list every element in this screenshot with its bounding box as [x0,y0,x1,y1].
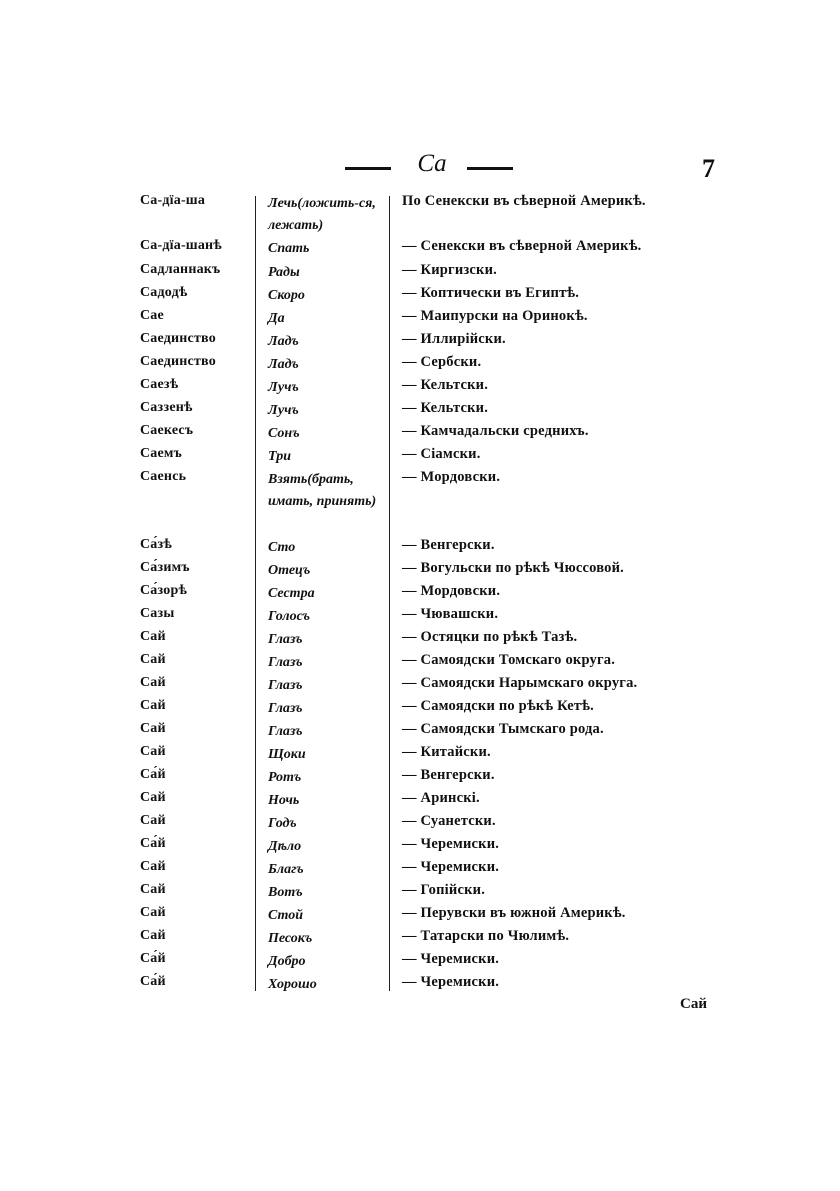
entry-meaning: Глазъ [268,655,303,670]
entry-language: — Сенекски въ сѣверной Америкѣ. [402,238,642,254]
entry-meaning: Лечь(ложить-ся, лежать) [268,196,376,233]
entry-language: — Коптически въ Египтѣ. [402,285,580,301]
entry-language: — Венгерски. [402,767,495,783]
entry-language: — Гопійски. [402,882,486,898]
entry-language: — Черемиски. [402,836,500,852]
entry-language: — Иллирійски. [402,331,506,347]
entry-language: — Черемиски. [402,859,500,875]
entry-language: — Черемиски. [402,951,500,967]
entry-meaning: Голосъ [268,609,310,624]
entry-language: — Остяцки по рѣкѣ Тазѣ. [402,629,578,645]
column-divider-right [389,196,390,991]
entry-word: Сай [140,859,166,874]
entry-word: Сазы [140,606,175,621]
entry-language: По Сенекски въ сѣверной Америкѣ. [402,193,646,209]
entry-word: Саемъ [140,446,183,461]
entry-meaning: Лучъ [268,403,299,418]
entry-language: — Маипурски на Оринокѣ. [402,308,588,324]
entry-language: — Аринскі. [402,790,480,806]
entry-meaning: Взять(брать, имать, принять) [268,472,377,509]
entry-word: Са́й [140,836,166,851]
entry-language: — Перувски въ южной Америкѣ. [402,905,626,921]
entry-meaning: Сестра [268,586,315,601]
entry-meaning: Годъ [268,816,297,831]
entry-word: Саенсь [140,469,187,484]
entry-word: Сай [140,744,166,759]
entry-meaning: Вотъ [268,885,303,900]
entry-word: Са-дїа-шанѣ [140,238,222,253]
entry-word: Сай [140,675,166,690]
entry-language: — Самоядски Нарымскаго округа. [402,675,638,691]
entry-language: — Кельтски. [402,400,489,416]
entry-word: Сай [140,721,166,736]
entry-meaning: Ладъ [268,334,299,349]
entry-meaning: Да [268,311,285,326]
entry-meaning: Благъ [268,862,304,877]
entry-language: — Суанетски. [402,813,496,829]
entry-meaning: Добро [268,954,306,969]
entry-language: — Черемиски. [402,974,500,990]
entry-meaning: Сто [268,540,296,555]
entry-meaning: Стой [268,908,304,923]
entry-meaning: Глазъ [268,724,303,739]
entry-word: Сай [140,813,166,828]
entry-meaning: Глазъ [268,678,303,693]
entry-meaning: Ночь [268,793,300,808]
entry-word: Сай [140,790,166,805]
entry-language: — Татарски по Чюлимѣ. [402,928,570,944]
entry-word: Са-дїа-ша [140,193,206,208]
running-header [345,150,515,186]
entry-word: Сай [140,652,166,667]
entry-word: Са́зимъ [140,560,190,575]
entry-word: Саекесъ [140,423,194,438]
column-divider-left [255,196,256,991]
entry-word: Сай [140,698,166,713]
entry-meaning: Щоки [268,747,306,762]
entry-meaning: Глазъ [268,632,303,647]
entry-meaning: Сонъ [268,426,300,441]
entry-language: — Венгерски. [402,537,495,553]
entry-word: Са́зорѣ [140,583,188,598]
entry-language: — Камчадальски среднихъ. [402,423,589,439]
entry-meaning: Отецъ [268,563,311,578]
entry-word: Саззенѣ [140,400,193,415]
entry-language: — Сербски. [402,354,482,370]
header-rule-left [345,167,391,170]
entry-word: Са́й [140,951,166,966]
entry-meaning: Три [268,449,291,464]
entry-meaning: Дѣло [268,839,302,854]
entry-language: — Мордовски. [402,469,501,485]
entry-word: Са́й [140,974,166,989]
entry-word: Сай [140,905,166,920]
entry-language: — Китайски. [402,744,491,760]
entry-language: — Кельтски. [402,377,489,393]
entry-word: Саединство [140,331,216,346]
entry-language: — Самоядски Тымскаго рода. [402,721,604,737]
entry-word: Сай [140,882,166,897]
entry-meaning: Ладъ [268,357,299,372]
entry-language: — Сіамски. [402,446,481,462]
entry-language: — Чювашски. [402,606,499,622]
entry-word: Са́зѣ [140,537,172,552]
entry-meaning: Рады [268,265,300,280]
catchword: Сай [680,996,707,1012]
entry-language: — Мордовски. [402,583,501,599]
entry-meaning: Спать [268,241,310,256]
page-number: 7 [702,154,715,183]
entry-language: — Самоядски Томскаго округа. [402,652,616,668]
entry-word: Саезѣ [140,377,179,392]
entry-word: Сай [140,928,166,943]
entry-language: — Киргизски. [402,262,497,278]
entry-meaning: Ротъ [268,770,302,785]
entry-word: Садодѣ [140,285,188,300]
entry-language: — Вогульски по рѣкѣ Чюссовой. [402,560,625,576]
entry-word: Са́й [140,767,166,782]
header-rule-right [467,167,513,170]
entry-word: Саединство [140,354,216,369]
entry-meaning: Глазъ [268,701,303,716]
entry-word: Сай [140,629,166,644]
entry-meaning: Хорошо [268,977,317,992]
header-title: Са [417,150,447,177]
entry-language: — Самоядски по рѣкѣ Кетѣ. [402,698,594,714]
entry-word: Садланнакъ [140,262,221,277]
entry-word: Сае [140,308,164,323]
entry-meaning: Скоро [268,288,305,303]
entry-meaning: Лучъ [268,380,299,395]
entry-meaning: Песокъ [268,931,313,946]
